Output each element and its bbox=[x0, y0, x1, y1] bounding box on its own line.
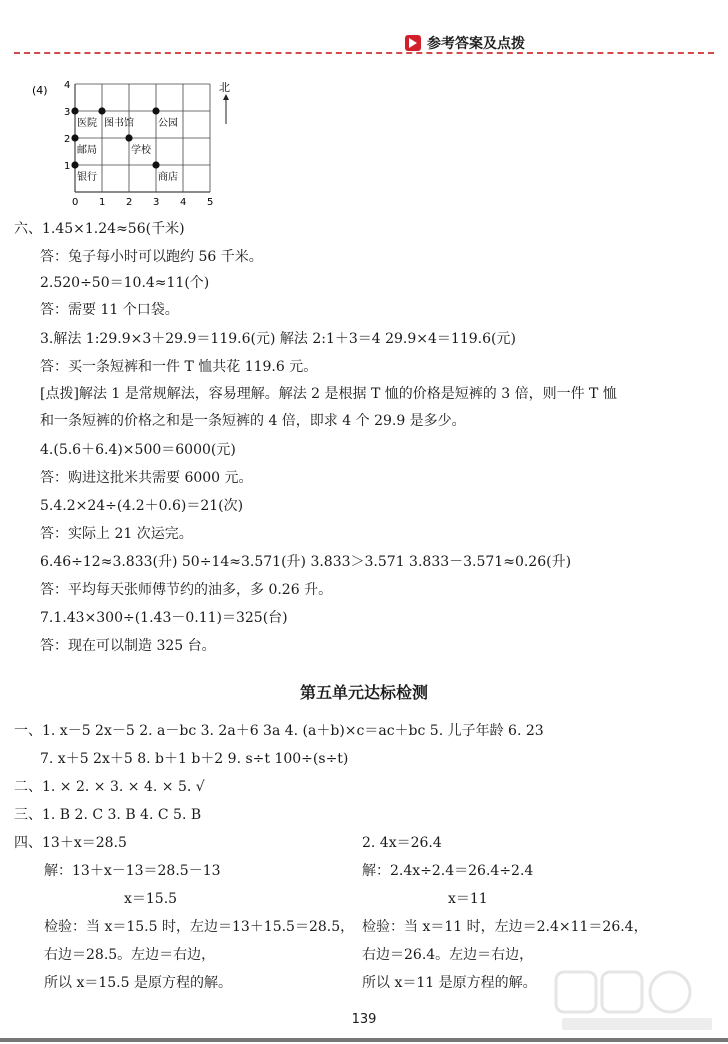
map-ticks bbox=[64, 80, 213, 208]
section-line-2: 7. x＋5 2x＋5 8. b＋1 b＋2 9. s÷t 100÷(s÷t) bbox=[40, 751, 349, 767]
y-tick-label: 1 bbox=[64, 161, 71, 172]
equation-left-3: x＝15.5 bbox=[124, 891, 178, 907]
place-dot bbox=[71, 107, 78, 114]
map-places bbox=[71, 107, 178, 183]
equation-left-5: 右边＝28.5。左边＝右边， bbox=[44, 947, 216, 963]
place-label: 医院 bbox=[77, 118, 97, 129]
answer-line-3: 2.520÷50＝10.4≈11(个) bbox=[40, 275, 210, 291]
answer-line-11: 5.4.2×24÷(4.2＋0.6)＝21(次) bbox=[40, 498, 244, 514]
x-tick-label: 1 bbox=[99, 197, 106, 208]
section-line-1: 一、1. x－5 2x－5 2. a－bc 3. 2a＋6 3a 4. (a＋b)×c＝ac＋bc 5. 儿子年龄 6. 23 bbox=[14, 723, 544, 739]
answer-line-16: 答：现在可以制造 325 台。 bbox=[40, 638, 216, 654]
header-title: 参考答案及点拨 bbox=[427, 36, 525, 52]
answer-line-15: 7.1.43×300÷(1.43－0.11)＝325(台) bbox=[40, 610, 288, 626]
equation-right-6: 所以 x＝11 是原方程的解。 bbox=[362, 975, 537, 991]
north-arrowhead-icon bbox=[223, 94, 229, 100]
place-dot bbox=[71, 134, 78, 141]
equation-right-5: 右边＝26.4。左边＝右边， bbox=[362, 947, 534, 963]
place-label: 公园 bbox=[158, 118, 178, 129]
equation-right-4: 检验：当 x＝11 时，左边＝2.4×11＝26.4， bbox=[362, 919, 648, 935]
answer-line-12: 答：实际上 21 次运完。 bbox=[40, 526, 193, 542]
answer-line-8: 和一条短裤的价格之和是一条短裤的 4 倍，即求 4 个 29.9 是多少。 bbox=[40, 413, 466, 429]
equation-left-6: 所以 x＝15.5 是原方程的解。 bbox=[44, 975, 232, 991]
x-tick-label: 4 bbox=[180, 197, 187, 208]
header-rule bbox=[14, 52, 714, 54]
map-label: (4) bbox=[32, 84, 48, 97]
answer-line-4: 答：需要 11 个口袋。 bbox=[40, 302, 179, 318]
section-title: 第五单元达标检测 bbox=[299, 683, 428, 702]
north-label: 北 bbox=[219, 81, 230, 94]
answer-line-13: 6.46÷12≈3.833(升) 50÷14≈3.571(升) 3.833＞3.571 3.833－3.571≈0.26(升) bbox=[40, 554, 572, 570]
place-label: 银行 bbox=[77, 172, 97, 183]
x-tick-label: 2 bbox=[126, 197, 133, 208]
x-tick-label: 3 bbox=[153, 197, 160, 208]
header-tag bbox=[405, 33, 525, 53]
equation-right-2: 解：2.4x÷2.4＝26.4÷2.4 bbox=[362, 863, 534, 879]
place-label: 商店 bbox=[158, 172, 178, 183]
bottom-rule bbox=[0, 1038, 728, 1042]
answer-line-10: 答：购进这批米共需要 6000 元。 bbox=[40, 470, 253, 486]
place-dot bbox=[98, 107, 105, 114]
y-tick-label: 3 bbox=[64, 107, 71, 118]
answer-line-2: 答：兔子每小时可以跑约 56 千米。 bbox=[40, 249, 263, 265]
section-line-4: 三、1. B 2. C 3. B 4. C 5. B bbox=[14, 807, 202, 823]
section-line-3: 二、1. × 2. × 3. × 4. × 5. √ bbox=[14, 779, 205, 795]
x-tick-label: 0 bbox=[72, 197, 79, 208]
answer-line-1: 六、1.45×1.24≈56(千米) bbox=[14, 221, 185, 237]
equation-left-4: 检验：当 x＝15.5 时，左边＝13＋15.5＝28.5， bbox=[44, 919, 355, 935]
place-dot bbox=[71, 161, 78, 168]
coordinate-map bbox=[30, 80, 250, 210]
answer-line-7: [点拨]解法 1 是常规解法，容易理解。解法 2 是根据 T 恤的价格是短裤的 3 倍，则一件 T 恤 bbox=[40, 386, 617, 402]
place-label: 学校 bbox=[131, 145, 151, 156]
y-tick-label: 2 bbox=[64, 134, 71, 145]
page-number: 139 bbox=[351, 1012, 377, 1027]
answer-line-9: 4.(5.6＋6.4)×500＝6000(元) bbox=[40, 442, 236, 458]
equation-left-1: 四、13＋x＝28.5 bbox=[14, 835, 127, 851]
equation-right-1: 2. 4x＝26.4 bbox=[362, 835, 442, 851]
equation-right-3: x＝11 bbox=[448, 891, 488, 907]
arrow-icon bbox=[405, 35, 421, 51]
place-dot bbox=[125, 134, 132, 141]
place-dot bbox=[152, 161, 159, 168]
answer-line-6: 答：买一条短裤和一件 T 恤共花 119.6 元。 bbox=[40, 359, 318, 375]
answer-line-5: 3.解法 1:29.9×3＋29.9＝119.6(元) 解法 2:1＋3＝4 29.9×4＝119.6(元) bbox=[40, 331, 516, 347]
place-dot bbox=[152, 107, 159, 114]
y-tick-label: 4 bbox=[64, 80, 71, 91]
place-label: 邮局 bbox=[77, 145, 97, 156]
answer-line-14: 答：平均每天张师傅节约的油多，多 0.26 升。 bbox=[40, 582, 333, 598]
x-tick-label: 5 bbox=[207, 197, 214, 208]
watermark-logo bbox=[552, 966, 722, 1036]
equation-left-2: 解：13＋x－13＝28.5－13 bbox=[44, 863, 221, 879]
place-label: 图书馆 bbox=[104, 118, 134, 129]
